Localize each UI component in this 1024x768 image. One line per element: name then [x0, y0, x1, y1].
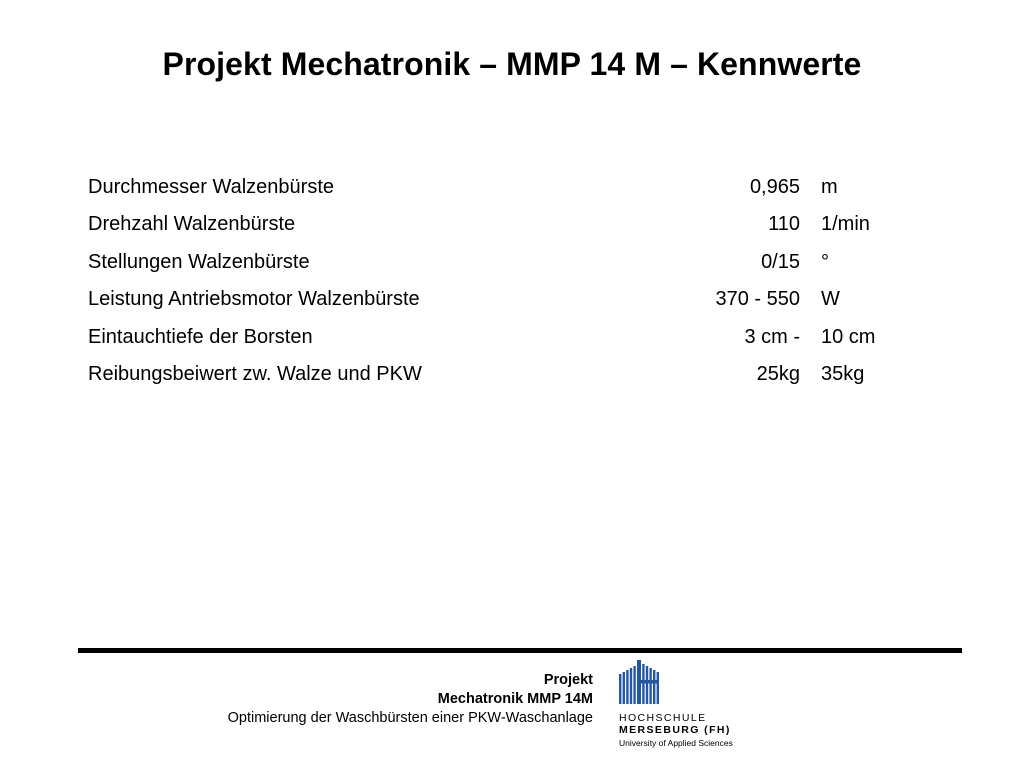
row-value: 0/15 [761, 250, 800, 273]
logo-line-hochschule: HOCHSCHULE [619, 712, 707, 724]
table-row [88, 170, 888, 207]
row-value: 110 [768, 213, 800, 236]
university-logo-caption [619, 712, 733, 750]
row-unit: ° [821, 250, 829, 273]
footer-line-course: Mechatronik MMP 14M [437, 691, 593, 707]
table-row [88, 320, 888, 357]
table-row [88, 282, 888, 319]
footer-project-info [228, 671, 593, 728]
row-label: Drehzahl Walzenbürste [88, 213, 296, 236]
row-value: 25kg [756, 362, 800, 385]
row-unit: 35kg [821, 362, 865, 385]
row-value: 370 - 550 [715, 288, 800, 311]
row-label: Stellungen Walzenbürste [88, 250, 310, 273]
row-value: 3 cm - [744, 325, 800, 348]
row-label: Eintauchtiefe der Borsten [88, 325, 313, 348]
row-unit: 1/min [821, 213, 870, 236]
slide-title: Projekt Mechatronik – MMP 14 M – Kennwerte [162, 46, 862, 82]
footer-divider [78, 648, 962, 653]
table-row [88, 357, 888, 394]
table-row [88, 207, 888, 244]
university-logo-icon [619, 660, 659, 704]
values-table [88, 170, 888, 394]
row-label: Reibungsbeiwert zw. Walze und PKW [88, 362, 422, 385]
logo-line-university: University of Applied Sciences [619, 738, 733, 748]
row-label: Durchmesser Walzenbürste [88, 176, 335, 198]
row-value: 0,965 [749, 176, 800, 198]
row-unit: W [821, 288, 840, 311]
table-row [88, 245, 888, 282]
logo-line-merseburg: MERSEBURG (FH) [619, 724, 731, 736]
row-unit: 10 cm [821, 325, 876, 348]
row-label: Leistung Antriebsmotor Walzenbürste [88, 288, 420, 311]
footer-line-topic: Optimierung der Waschbürsten einer PKW-Waschanlage [227, 710, 593, 726]
footer-line-project: Projekt [543, 672, 593, 688]
row-unit: m [821, 176, 838, 198]
